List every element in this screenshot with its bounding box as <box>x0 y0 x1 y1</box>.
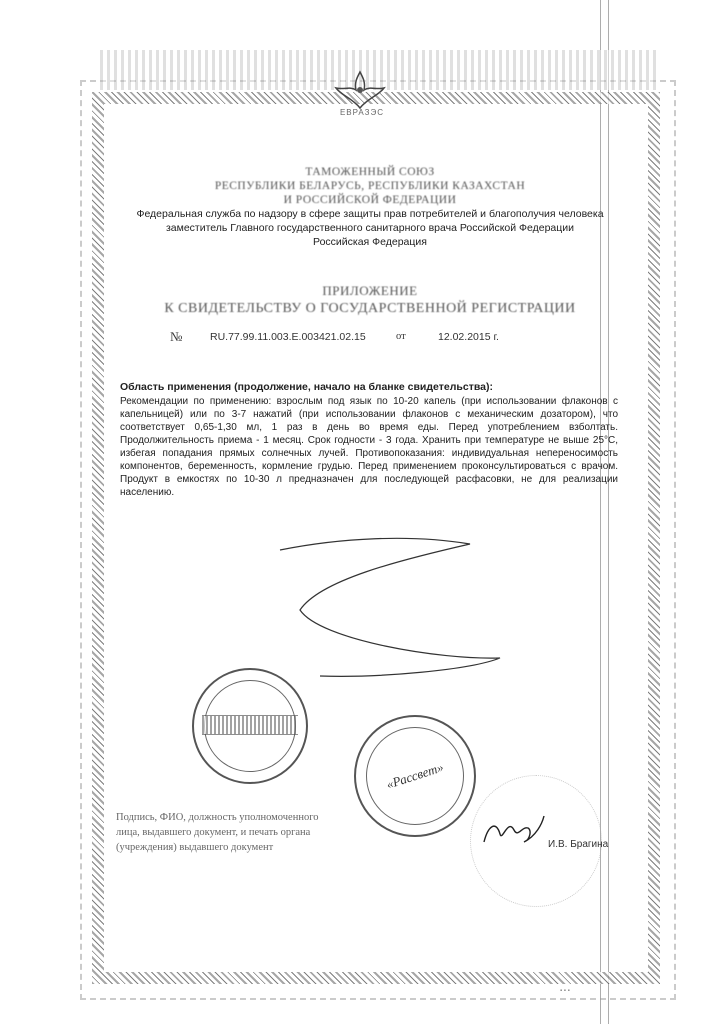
signature-caption: Подпись, ФИО, должность уполномоченного лица, выдавшего документ, и печать органа (учреждения) выдавшего документ <box>116 812 319 853</box>
signer-name: И.В. Брагина <box>548 839 609 850</box>
header-line-3: И РОССИЙСКОЙ ФЕДЕРАЦИИ <box>283 194 457 206</box>
appendix-subtitle: К СВИДЕТЕЛЬСТВУ О ГОСУДАРСТВЕННОЙ РЕГИСТРАЦИИ <box>164 301 576 316</box>
recommendations-text: Рекомендации по применению: взрослым под язык по 10-20 капель (при использовании флаконов с капельницей) или по 3-7 нажатий (при использовании флаконов с механическим дозатором), что соответствует 0,65-1,30 мл, 1 раз в день во время еды. Перед употреблением взболтать. Продолжительность приема - 1 месяц. Срок годности - 3 года. Хранить при температуре не выше 25°С, избегая попадания прямых солнечных лучей. Противопоказания: индивидуальная непереносимость компонентов, беременность, кормление грудью. Перед применением проконсультироваться с врачом. Продукт в емкостях по 10-30 л предназначен для последующей расфасовки, не для реализации населению. <box>120 396 618 498</box>
official-title: заместитель Главного государственного санитарного врача Российской Федерации <box>165 222 575 234</box>
date-label: от <box>396 331 406 342</box>
stamp-company-name: «Рассвет» <box>384 759 446 792</box>
handwritten-stroke-icon <box>260 520 520 690</box>
appendix-title: ПРИЛОЖЕНИЕ <box>322 283 418 298</box>
header-line-1: ТАМОЖЕННЫЙ СОЮЗ <box>305 166 435 178</box>
signature-icon <box>478 806 548 856</box>
header-line-2: РЕСПУБЛИКИ БЕЛАРУСЬ, РЕСПУБЛИКИ КАЗАХСТАН <box>214 180 526 192</box>
registration-date: 12.02.2015 г. <box>438 331 499 343</box>
stamp-left <box>192 668 308 784</box>
application-area <box>120 381 618 499</box>
footer-print-mark: ▪ ▪ ▪ <box>560 988 570 994</box>
emblem-caption: ЕВРАЗЭС <box>339 108 385 117</box>
section-title: Область применения (продолжение, начало на бланке свидетельства): <box>120 381 493 393</box>
number-label: № <box>170 329 183 344</box>
registration-number: RU.77.99.11.003.Е.003421.02.15 <box>210 331 366 343</box>
country-name: Российская Федерация <box>313 236 427 248</box>
agency-name: Федеральная служба по надзору в сфере защиты прав потребителей и благополучия человека <box>136 208 604 220</box>
